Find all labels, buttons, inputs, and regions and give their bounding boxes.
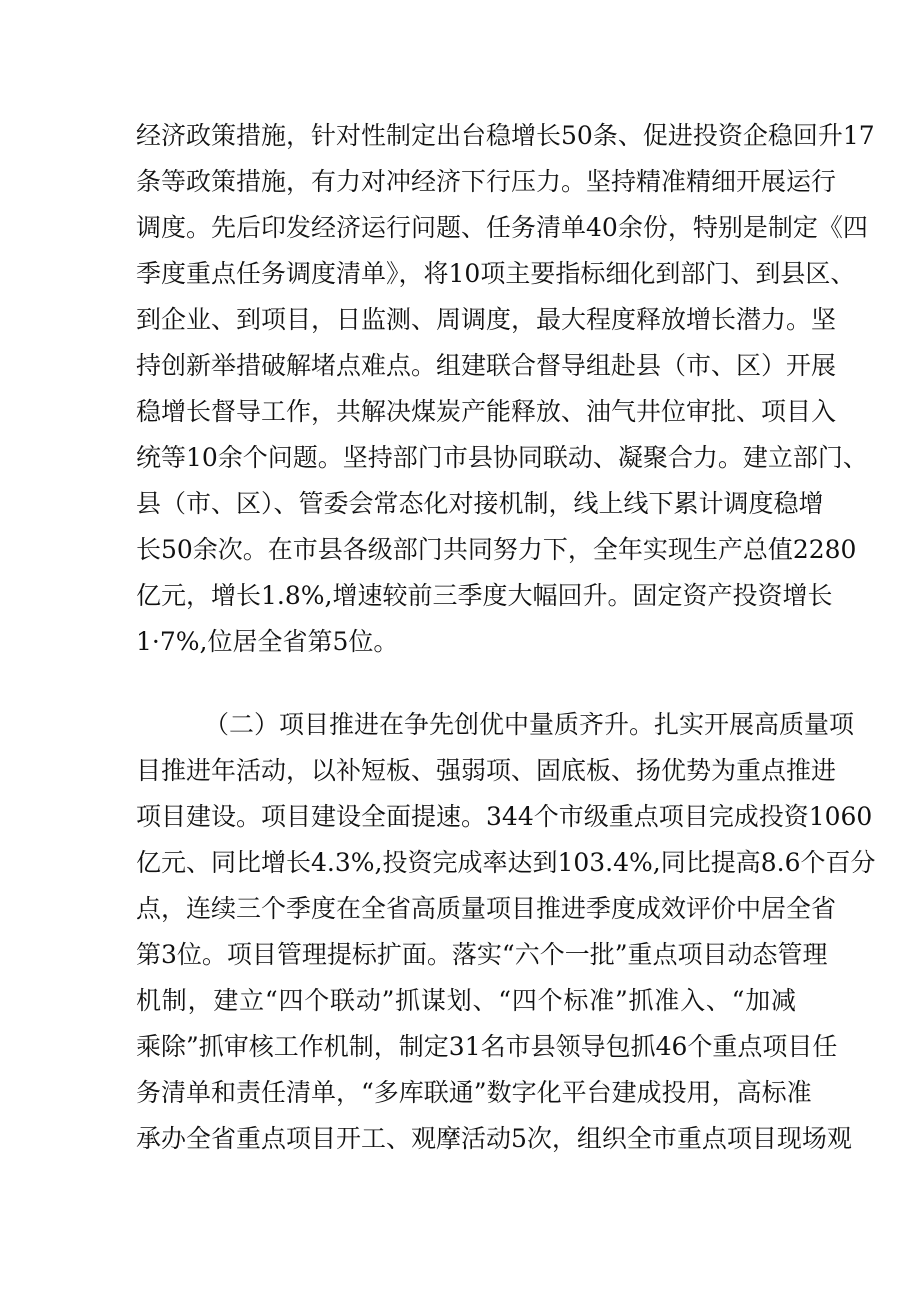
text-line: 乘除”抓审核工作机制，制定31名市县领导包抓46个重点项目任 [136,1032,838,1061]
text-line: 目推进年活动，以补短板、强弱项、固底板、扬优势为重点推进 [136,756,837,785]
text-line: 到企业、到项目，日监测、周调度，最大程度释放增长潜力。坚 [136,305,837,334]
text-line: 承办全省重点项目开工、观摩活动5次，组织全市重点项目现场观 [136,1124,852,1153]
text-line: 机制，建立“四个联动”抓谋划、“四个标准”抓准入、“加减 [136,986,796,1015]
text-line: 1·7%,位居全省第5位。 [136,627,399,656]
text-line: 点，连续三个季度在全省高质量项目推进季度成效评价中居全省 [136,894,837,923]
text-line: 统等10余个问题。坚持部门市县协同联动、凝聚合力。建立部门、 [136,443,868,472]
text-line: 经济政策措施，针对性制定出台稳增长50条、促进投资企稳回升17 [136,121,875,150]
text-line: 长50余次。在市县各级部门共同努力下，全年实现生产总值2280 [136,535,857,564]
text-line: 稳增长督导工作，共解决煤炭产能释放、油气井位审批、项目入 [136,397,837,426]
text-line: 第3位。项目管理提标扩面。落实“六个一批”重点项目动态管理 [136,940,828,969]
text-line: 持创新举措破解堵点难点。组建联合督导组赴县（市、区）开展 [136,351,837,380]
text-line: 亿元、同比增长4.3%,投资完成率达到103.4%,同比提高8.6个百分 [136,848,876,877]
section-heading-line: （二）项目推进在争先创优中量质齐升。扎实开展高质量项 [204,710,855,739]
text-line: 县（市、区）、管委会常态化对接机制，线上线下累计调度稳增 [136,489,824,518]
paragraph-project-progress [136,702,876,1162]
paragraph-economic-policy [136,113,875,665]
text-line: 务清单和责任清单，“多库联通”数字化平台建成投用，高标准 [136,1078,812,1107]
text-line: 亿元，增长1.8%,增速较前三季度大幅回升。固定资产投资增长 [136,581,833,610]
text-line: 调度。先后印发经济运行问题、任务清单40余份，特别是制定《四 [136,213,868,242]
text-line: 项目建设。项目建设全面提速。344个市级重点项目完成投资1060 [136,802,873,831]
text-line: 季度重点任务调度清单》，将10项主要指标细化到部门、到县区、 [136,259,856,288]
text-line: 条等政策措施，有力对冲经济下行压力。坚持精准精细开展运行 [136,167,837,196]
